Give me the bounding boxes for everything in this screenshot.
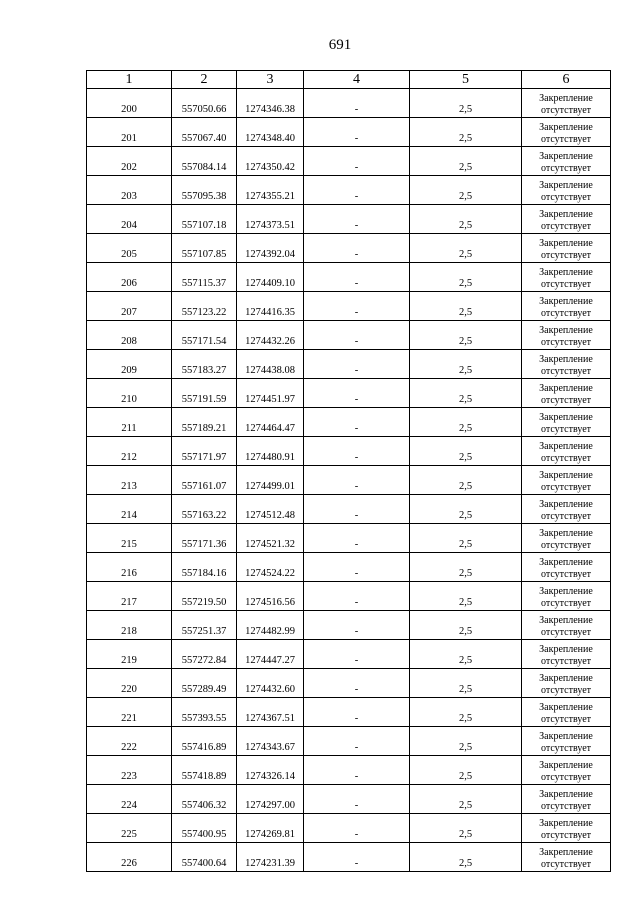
cell-x-coordinate: 557251.37 xyxy=(172,611,237,640)
cell-y-coordinate: 1274482.99 xyxy=(237,611,304,640)
cell-column-4: - xyxy=(304,147,410,176)
note-line-2: отсутствует xyxy=(540,482,592,493)
cell-point-number: 226 xyxy=(87,843,172,872)
cell-note xyxy=(522,437,611,466)
cell-x-coordinate: 557191.59 xyxy=(172,379,237,408)
cell-note xyxy=(522,814,611,843)
cell-note xyxy=(522,727,611,756)
cell-note xyxy=(522,611,611,640)
cell-point-number: 225 xyxy=(87,814,172,843)
cell-point-number: 211 xyxy=(87,408,172,437)
cell-column-4: - xyxy=(304,176,410,205)
cell-point-number: 205 xyxy=(87,234,172,263)
table-row xyxy=(87,379,611,408)
table-row xyxy=(87,553,611,582)
cell-point-number: 223 xyxy=(87,756,172,785)
cell-x-coordinate: 557123.22 xyxy=(172,292,237,321)
table-row xyxy=(87,466,611,495)
note-line-1: Закрепление xyxy=(539,151,593,162)
cell-note xyxy=(522,408,611,437)
cell-column-4: - xyxy=(304,437,410,466)
note-line-1: Закрепление xyxy=(539,586,593,597)
cell-y-coordinate: 1274409.10 xyxy=(237,263,304,292)
table-header-row xyxy=(87,71,611,89)
table-row xyxy=(87,611,611,640)
cell-y-coordinate: 1274451.97 xyxy=(237,379,304,408)
cell-y-coordinate: 1274432.60 xyxy=(237,669,304,698)
note-line-1: Закрепление xyxy=(539,267,593,278)
cell-x-coordinate: 557184.16 xyxy=(172,553,237,582)
cell-note xyxy=(522,582,611,611)
cell-column-4: - xyxy=(304,582,410,611)
note-line-1: Закрепление xyxy=(539,499,593,510)
note-line-1: Закрепление xyxy=(539,760,593,771)
cell-point-number: 217 xyxy=(87,582,172,611)
cell-x-coordinate: 557272.84 xyxy=(172,640,237,669)
column-header-4: 4 xyxy=(304,71,410,89)
column-header-5: 5 xyxy=(410,71,522,89)
note-line-2: отсутствует xyxy=(540,134,592,145)
cell-x-coordinate: 557084.14 xyxy=(172,147,237,176)
cell-column-4: - xyxy=(304,698,410,727)
cell-note xyxy=(522,466,611,495)
table-row xyxy=(87,408,611,437)
cell-x-coordinate: 557400.64 xyxy=(172,843,237,872)
cell-column-5: 2,5 xyxy=(410,698,522,727)
cell-column-4: - xyxy=(304,524,410,553)
cell-x-coordinate: 557416.89 xyxy=(172,727,237,756)
cell-y-coordinate: 1274464.47 xyxy=(237,408,304,437)
table-row xyxy=(87,118,611,147)
note-line-2: отсутствует xyxy=(540,163,592,174)
table-row xyxy=(87,640,611,669)
note-line-1: Закрепление xyxy=(539,296,593,307)
note-line-1: Закрепление xyxy=(539,557,593,568)
note-line-2: отсутствует xyxy=(540,743,592,754)
cell-point-number: 209 xyxy=(87,350,172,379)
note-line-1: Закрепление xyxy=(539,673,593,684)
cell-column-5: 2,5 xyxy=(410,814,522,843)
note-line-2: отсутствует xyxy=(540,250,592,261)
cell-note xyxy=(522,553,611,582)
cell-column-5: 2,5 xyxy=(410,640,522,669)
cell-column-4: - xyxy=(304,466,410,495)
cell-column-4: - xyxy=(304,292,410,321)
note-line-2: отсутствует xyxy=(540,598,592,609)
cell-column-4: - xyxy=(304,350,410,379)
cell-column-5: 2,5 xyxy=(410,785,522,814)
note-line-1: Закрепление xyxy=(539,93,593,104)
cell-note xyxy=(522,669,611,698)
cell-x-coordinate: 557095.38 xyxy=(172,176,237,205)
table-row xyxy=(87,147,611,176)
cell-x-coordinate: 557163.22 xyxy=(172,495,237,524)
note-line-1: Закрепление xyxy=(539,209,593,220)
note-line-2: отсутствует xyxy=(540,221,592,232)
cell-note xyxy=(522,147,611,176)
note-line-2: отсутствует xyxy=(540,772,592,783)
note-line-2: отсутствует xyxy=(540,424,592,435)
table-row xyxy=(87,263,611,292)
cell-column-5: 2,5 xyxy=(410,756,522,785)
table-row xyxy=(87,89,611,118)
cell-column-4: - xyxy=(304,611,410,640)
table-row xyxy=(87,582,611,611)
note-line-1: Закрепление xyxy=(539,615,593,626)
cell-point-number: 208 xyxy=(87,321,172,350)
cell-x-coordinate: 557115.37 xyxy=(172,263,237,292)
cell-x-coordinate: 557183.27 xyxy=(172,350,237,379)
cell-point-number: 215 xyxy=(87,524,172,553)
cell-column-4: - xyxy=(304,727,410,756)
cell-note xyxy=(522,785,611,814)
cell-point-number: 213 xyxy=(87,466,172,495)
note-line-2: отсутствует xyxy=(540,308,592,319)
cell-x-coordinate: 557406.32 xyxy=(172,785,237,814)
cell-y-coordinate: 1274367.51 xyxy=(237,698,304,727)
cell-x-coordinate: 557418.89 xyxy=(172,756,237,785)
cell-column-5: 2,5 xyxy=(410,495,522,524)
note-line-2: отсутствует xyxy=(540,830,592,841)
cell-column-5: 2,5 xyxy=(410,292,522,321)
cell-y-coordinate: 1274343.67 xyxy=(237,727,304,756)
cell-point-number: 201 xyxy=(87,118,172,147)
cell-column-4: - xyxy=(304,234,410,263)
cell-column-5: 2,5 xyxy=(410,89,522,118)
note-line-1: Закрепление xyxy=(539,412,593,423)
note-line-2: отсутствует xyxy=(540,714,592,725)
table-row xyxy=(87,350,611,379)
cell-y-coordinate: 1274373.51 xyxy=(237,205,304,234)
note-line-2: отсутствует xyxy=(540,569,592,580)
cell-point-number: 222 xyxy=(87,727,172,756)
note-line-2: отсутствует xyxy=(540,627,592,638)
cell-column-5: 2,5 xyxy=(410,437,522,466)
column-header-2: 2 xyxy=(172,71,237,89)
column-header-3: 3 xyxy=(237,71,304,89)
cell-column-5: 2,5 xyxy=(410,582,522,611)
cell-x-coordinate: 557171.36 xyxy=(172,524,237,553)
page-number: 691 xyxy=(328,37,352,53)
cell-note xyxy=(522,118,611,147)
note-line-1: Закрепление xyxy=(539,238,593,249)
cell-y-coordinate: 1274521.32 xyxy=(237,524,304,553)
cell-column-5: 2,5 xyxy=(410,408,522,437)
cell-note xyxy=(522,176,611,205)
cell-column-4: - xyxy=(304,118,410,147)
table-row xyxy=(87,205,611,234)
cell-y-coordinate: 1274346.38 xyxy=(237,89,304,118)
cell-column-5: 2,5 xyxy=(410,727,522,756)
note-line-2: отсутствует xyxy=(540,192,592,203)
note-line-1: Закрепление xyxy=(539,731,593,742)
cell-y-coordinate: 1274416.35 xyxy=(237,292,304,321)
cell-x-coordinate: 557219.50 xyxy=(172,582,237,611)
cell-y-coordinate: 1274269.81 xyxy=(237,814,304,843)
cell-column-4: - xyxy=(304,756,410,785)
note-line-2: отсутствует xyxy=(540,105,592,116)
note-line-2: отсутствует xyxy=(540,279,592,290)
note-line-1: Закрепление xyxy=(539,325,593,336)
column-header-1: 1 xyxy=(87,71,172,89)
cell-column-4: - xyxy=(304,640,410,669)
cell-column-5: 2,5 xyxy=(410,176,522,205)
table-row xyxy=(87,321,611,350)
table-body xyxy=(87,89,611,872)
cell-x-coordinate: 557400.95 xyxy=(172,814,237,843)
cell-column-4: - xyxy=(304,495,410,524)
note-line-1: Закрепление xyxy=(539,470,593,481)
cell-column-4: - xyxy=(304,263,410,292)
note-line-2: отсутствует xyxy=(540,395,592,406)
cell-y-coordinate: 1274297.00 xyxy=(237,785,304,814)
cell-point-number: 204 xyxy=(87,205,172,234)
cell-note xyxy=(522,321,611,350)
note-line-1: Закрепление xyxy=(539,354,593,365)
cell-point-number: 200 xyxy=(87,89,172,118)
cell-y-coordinate: 1274392.04 xyxy=(237,234,304,263)
note-line-2: отсутствует xyxy=(540,540,592,551)
cell-column-5: 2,5 xyxy=(410,669,522,698)
table-row xyxy=(87,785,611,814)
cell-y-coordinate: 1274480.91 xyxy=(237,437,304,466)
coordinates-table xyxy=(86,70,611,872)
cell-column-4: - xyxy=(304,785,410,814)
cell-column-5: 2,5 xyxy=(410,263,522,292)
cell-note xyxy=(522,234,611,263)
cell-x-coordinate: 557393.55 xyxy=(172,698,237,727)
cell-column-5: 2,5 xyxy=(410,466,522,495)
note-line-1: Закрепление xyxy=(539,702,593,713)
cell-y-coordinate: 1274355.21 xyxy=(237,176,304,205)
cell-x-coordinate: 557161.07 xyxy=(172,466,237,495)
table-row xyxy=(87,727,611,756)
cell-x-coordinate: 557107.18 xyxy=(172,205,237,234)
table-row xyxy=(87,698,611,727)
note-line-1: Закрепление xyxy=(539,818,593,829)
cell-column-5: 2,5 xyxy=(410,147,522,176)
cell-note xyxy=(522,495,611,524)
note-line-2: отсутствует xyxy=(540,366,592,377)
cell-y-coordinate: 1274516.56 xyxy=(237,582,304,611)
table-row xyxy=(87,524,611,553)
table-row xyxy=(87,437,611,466)
cell-x-coordinate: 557050.66 xyxy=(172,89,237,118)
note-line-1: Закрепление xyxy=(539,644,593,655)
table-row xyxy=(87,756,611,785)
cell-point-number: 214 xyxy=(87,495,172,524)
cell-y-coordinate: 1274438.08 xyxy=(237,350,304,379)
cell-note xyxy=(522,756,611,785)
cell-x-coordinate: 557171.97 xyxy=(172,437,237,466)
cell-x-coordinate: 557289.49 xyxy=(172,669,237,698)
cell-column-4: - xyxy=(304,843,410,872)
note-line-1: Закрепление xyxy=(539,847,593,858)
note-line-2: отсутствует xyxy=(540,453,592,464)
cell-column-5: 2,5 xyxy=(410,611,522,640)
cell-column-5: 2,5 xyxy=(410,205,522,234)
note-line-2: отсутствует xyxy=(540,337,592,348)
cell-column-5: 2,5 xyxy=(410,350,522,379)
note-line-1: Закрепление xyxy=(539,789,593,800)
cell-point-number: 221 xyxy=(87,698,172,727)
table-row xyxy=(87,234,611,263)
note-line-1: Закрепление xyxy=(539,383,593,394)
table-row xyxy=(87,814,611,843)
note-line-1: Закрепление xyxy=(539,122,593,133)
cell-column-4: - xyxy=(304,205,410,234)
cell-note xyxy=(522,640,611,669)
cell-point-number: 218 xyxy=(87,611,172,640)
note-line-2: отсутствует xyxy=(540,859,592,870)
cell-column-5: 2,5 xyxy=(410,118,522,147)
cell-y-coordinate: 1274432.26 xyxy=(237,321,304,350)
cell-column-4: - xyxy=(304,89,410,118)
cell-point-number: 206 xyxy=(87,263,172,292)
cell-column-4: - xyxy=(304,321,410,350)
table-row xyxy=(87,669,611,698)
cell-note xyxy=(522,205,611,234)
note-line-2: отсутствует xyxy=(540,511,592,522)
cell-y-coordinate: 1274326.14 xyxy=(237,756,304,785)
cell-note xyxy=(522,698,611,727)
cell-x-coordinate: 557107.85 xyxy=(172,234,237,263)
cell-note xyxy=(522,843,611,872)
cell-note xyxy=(522,263,611,292)
cell-note xyxy=(522,524,611,553)
cell-column-4: - xyxy=(304,379,410,408)
cell-point-number: 210 xyxy=(87,379,172,408)
cell-y-coordinate: 1274348.40 xyxy=(237,118,304,147)
cell-column-4: - xyxy=(304,814,410,843)
cell-point-number: 216 xyxy=(87,553,172,582)
cell-x-coordinate: 557189.21 xyxy=(172,408,237,437)
cell-column-5: 2,5 xyxy=(410,553,522,582)
cell-column-5: 2,5 xyxy=(410,234,522,263)
column-header-6: 6 xyxy=(522,71,611,89)
cell-column-5: 2,5 xyxy=(410,524,522,553)
cell-x-coordinate: 557171.54 xyxy=(172,321,237,350)
cell-column-5: 2,5 xyxy=(410,321,522,350)
note-line-1: Закрепление xyxy=(539,441,593,452)
cell-point-number: 202 xyxy=(87,147,172,176)
note-line-1: Закрепление xyxy=(539,528,593,539)
cell-y-coordinate: 1274350.42 xyxy=(237,147,304,176)
cell-y-coordinate: 1274499.01 xyxy=(237,466,304,495)
cell-note xyxy=(522,89,611,118)
cell-y-coordinate: 1274512.48 xyxy=(237,495,304,524)
cell-note xyxy=(522,350,611,379)
table-row xyxy=(87,495,611,524)
cell-note xyxy=(522,379,611,408)
table-row xyxy=(87,176,611,205)
cell-point-number: 203 xyxy=(87,176,172,205)
note-line-1: Закрепление xyxy=(539,180,593,191)
table-row xyxy=(87,843,611,872)
table-row xyxy=(87,292,611,321)
cell-point-number: 219 xyxy=(87,640,172,669)
cell-column-5: 2,5 xyxy=(410,843,522,872)
note-line-2: отсутствует xyxy=(540,685,592,696)
cell-point-number: 212 xyxy=(87,437,172,466)
cell-column-4: - xyxy=(304,669,410,698)
cell-note xyxy=(522,292,611,321)
cell-y-coordinate: 1274447.27 xyxy=(237,640,304,669)
note-line-2: отсутствует xyxy=(540,656,592,667)
cell-point-number: 224 xyxy=(87,785,172,814)
cell-x-coordinate: 557067.40 xyxy=(172,118,237,147)
cell-point-number: 220 xyxy=(87,669,172,698)
cell-y-coordinate: 1274524.22 xyxy=(237,553,304,582)
cell-column-4: - xyxy=(304,408,410,437)
note-line-2: отсутствует xyxy=(540,801,592,812)
cell-y-coordinate: 1274231.39 xyxy=(237,843,304,872)
cell-point-number: 207 xyxy=(87,292,172,321)
cell-column-4: - xyxy=(304,553,410,582)
cell-column-5: 2,5 xyxy=(410,379,522,408)
